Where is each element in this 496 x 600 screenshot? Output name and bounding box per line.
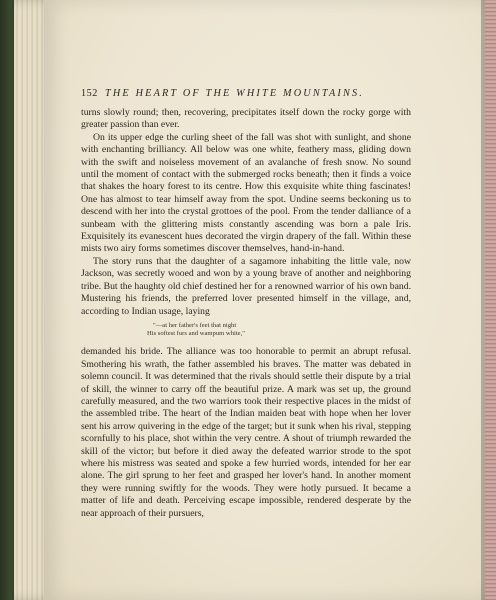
verse-line-1: "—at her father's feet that night: [153, 321, 237, 329]
verse-quote: [81, 322, 411, 338]
right-page-edges: [485, 0, 496, 600]
paragraph-bride: demanded his bride. The alliance was too honorable to permit an abrupt refusal. Smothering his wrath, the father assembled his braves. The matter was debated in solemn council. It was determined that the rivals should settle their dispute by a trial of skill, the winner to carry off the beautiful prize. A mark was set up, the ground carefully measured, and the two warriors took their respective places in the midst of the assembled tribe. The heart of the Indian maiden beat with hope when her lover sent his arrow quivering in the edge of the target; but it sunk when his rival, stepping scornfully to his place, shot within the very centre. A shout of triumph rewarded the skill of the victor; but before it died away the defeated warrior strode to the spot where his mistress was seated and spoke a few hurried words, intended for her ear alone. The girl sprung to her feet and grasped her lover's hand. In another moment they were running swiftly for the woods. They were hotly pursued. It became a matter of life and death. Perceiving escape impossible, rendered desperate by the near approach of their pursuers,: [81, 346, 411, 519]
page-number: 152: [81, 88, 98, 99]
paragraph-fall: On its upper edge the curling sheet of the fall was shot with sunlight, and shone with enchanting brilliancy. All below was one white, feathery mass, gliding down with the swift and noiseless movement of an avalanche of fresh snow. No sound until the moment of contact with the submerged rocks beneath; then it finds a voice that shakes the hoary forest to its centre. How this exquisite white thing fascinates! One has almost to tear himself away from the spot. Undine seems beckoning us to descend with her into the crystal grottoes of the pool. From the tender dalliance of a sunbeam with the glittering mists constantly ascending was born a pale Iris. Exquisitely its evanescent hues decorated the virgin drapery of the fall. Within these mists two airy forms sometimes discover themselves, hand-in-hand.: [81, 131, 411, 255]
running-title: THE HEART OF THE WHITE MOUNTAINS.: [105, 88, 364, 99]
paragraph-continuation: turns slowly round; then, recovering, precipitates itself down the rocky gorge with greater passion than ever.: [81, 107, 411, 131]
paragraph-story: The story runs that the daughter of a sagamore inhabiting the little vale, now Jackson, was secretly wooed and won by a young brave of another and neighboring tribe. But the haughty old chief destined her for a renowned warrior of his own band. Mustering his friends, the preferred lover presented himself in the village, and, according to Indian usage, laying: [81, 255, 411, 317]
verse-line-2: His softest furs and wampum white,": [147, 330, 245, 338]
body-text: [81, 107, 411, 520]
